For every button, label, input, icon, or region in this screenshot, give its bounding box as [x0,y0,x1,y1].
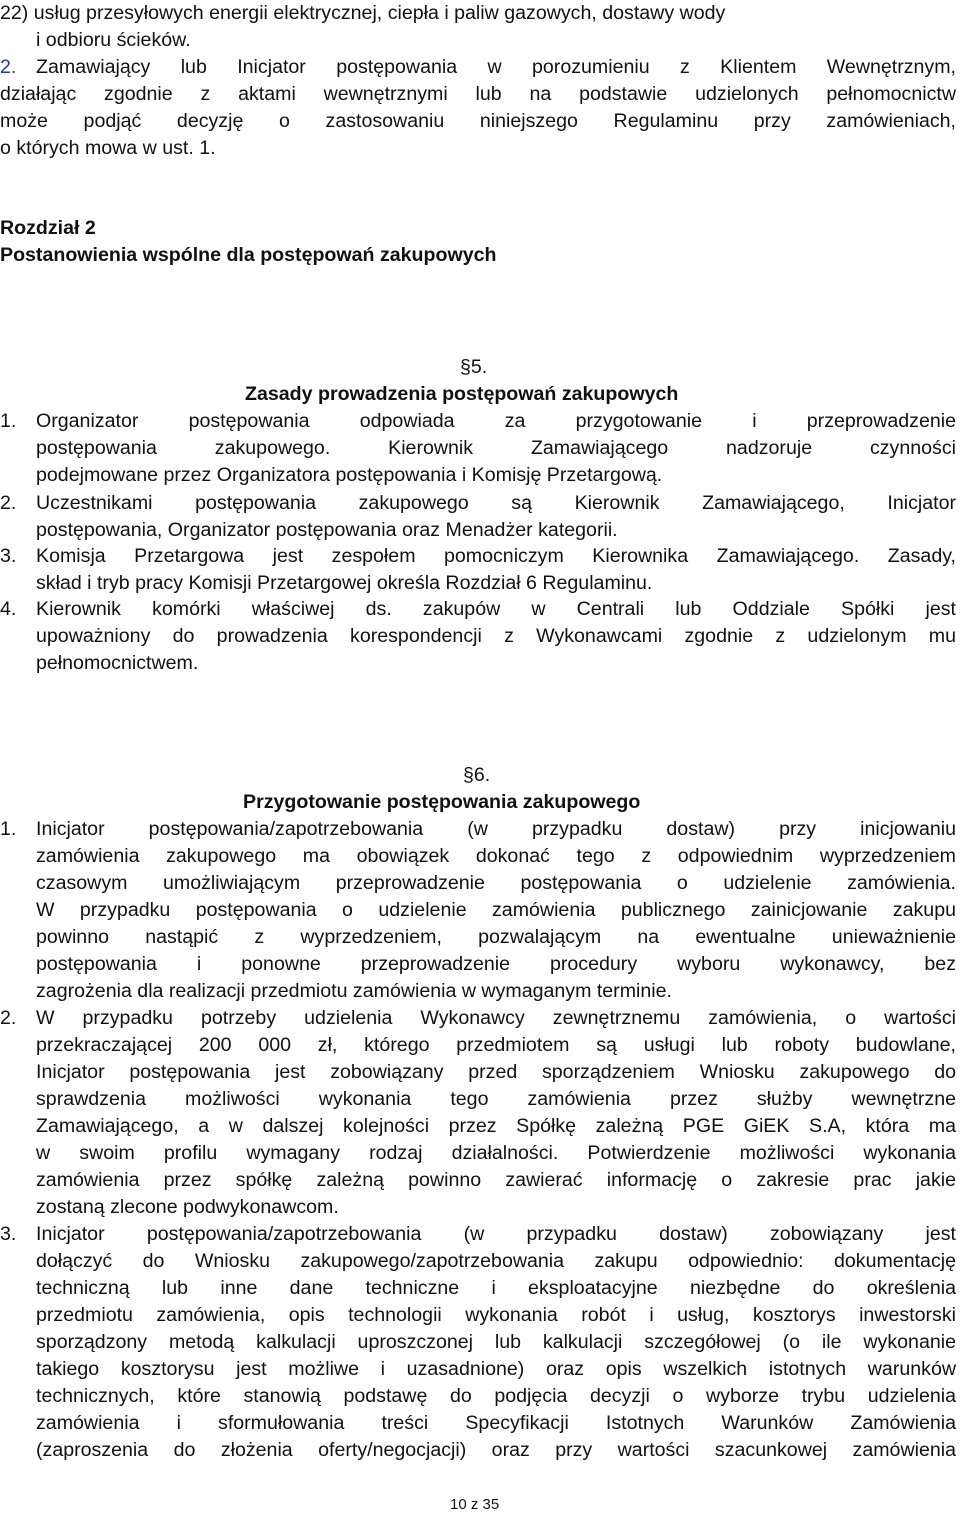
section-6-item-line: czasowym umożliwiającym przeprowadzenie postępowania o udzielenie zamówienia. [36,872,956,894]
section-5-item-number: 1. [0,410,17,432]
paragraph-2-line: działając zgodnie z aktami wewnętrznymi lub na podstawie udzielonych pełnomocnictw [0,83,956,105]
section-5-title: Zasady prowadzenia postępowań zakupowych [245,383,679,405]
paragraph-2-line: Zamawiający lub Inicjator postępowania w porozumieniu z Klientem Wewnętrznym, [36,56,956,78]
paragraph-2-number: 2. [0,56,17,78]
section-6-item-line: W przypadku postępowania o udzielenie zamówienia publicznego zainicjowanie zakupu [36,899,956,921]
section-6-item-line: zostaną zlecone podwykonawcom. [36,1196,339,1218]
section-5-item-line: podejmowane przez Organizatora postępowania i Komisję Przetargową. [36,464,663,486]
section-5-item-line: postępowania zakupowego. Kierownik Zamawiającego nadzoruje czynności [36,437,956,459]
section-6-item-line: Inicjator postępowania/zapotrzebowania (w przypadku dostaw) przy inicjowaniu [36,818,956,840]
section-6-item-line: zamówienia przez spółkę zależną powinno zawierać informację o zakresie prac jakie [36,1169,956,1191]
section-6-item-line: technicznych, które stanowią podstawę do podjęcia decyzji o wyborze trybu udzielenia [36,1385,956,1407]
paragraph-2-line: może podjąć decyzję o zastosowaniu niniejszego Regulaminu przy zamówieniach, [0,110,956,132]
section-6-item-line: W przypadku potrzeby udzielenia Wykonawcy zewnętrznemu zamówienia, o wartości [36,1007,956,1029]
section-6-item-line: Inicjator postępowania jest zobowiązany przed sporządzeniem Wniosku zakupowego do [36,1061,956,1083]
section-6-item-number: 2. [0,1007,17,1029]
section-5-item-line: pełnomocnictwem. [36,652,199,674]
section-6-item-line: zagrożenia dla realizacji przedmiotu zamówienia w wymaganym terminie. [36,980,672,1002]
section-6-item-line: dołączyć do Wniosku zakupowego/zapotrzebowania zakupu odpowiednio: dokumentację [36,1250,956,1272]
section-6-item-line: przekraczającej 200 000 zł, którego przedmiotem są usługi lub roboty budowlane, [36,1034,956,1056]
section-5-item-number: 3. [0,545,17,567]
section-6-title: Przygotowanie postępowania zakupowego [243,791,641,813]
section-6-item-line: postępowania i ponowne przeprowadzenie procedury wyboru wykonawcy, bez [36,953,956,975]
section-5-item-line: skład i tryb pracy Komisji Przetargowej określa Rozdział 6 Regulaminu. [36,572,653,594]
chapter-label: Rozdział 2 [0,217,96,239]
section-5-mark: §5. [460,356,488,378]
section-5-item-line: upoważniony do prowadzenia korespondencji z Wykonawcami zgodnie z udzielonym mu [36,625,956,647]
section-5-item-line: postępowania, Organizator postępowania oraz Menadżer kategorii. [36,519,618,541]
section-6-item-number: 1. [0,818,17,840]
section-6-item-line: zamówienia i sformułowania treści Specyfikacji Istotnych Warunków Zamówienia [36,1412,956,1434]
list-item-22-line-1: 22) usług przesyłowych energii elektrycznej, ciepła i paliw gazowych, dostawy wody [0,2,726,24]
section-6-item-line: techniczną lub inne dane techniczne i eksploatacyjne niezbędne do określenia [36,1277,956,1299]
chapter-title: Postanowienia wspólne dla postępowań zakupowych [0,244,497,266]
section-6-item-line: takiego kosztorysu jest możliwe i uzasadnione) oraz opis wszelkich istotnych warunków [36,1358,956,1380]
section-6-item-line: w swoim profilu wymagany rodzaj działalności. Potwierdzenie możliwości wykonania [36,1142,956,1164]
section-6-item-line: sprawdzenia możliwości wykonania tego zamówienia przez służby wewnętrzne [36,1088,956,1110]
section-5-item-line: Kierownik komórki właściwej ds. zakupów w Centrali lub Oddziale Spółki jest [36,598,956,620]
section-6-item-line: zamówienia zakupowego ma obowiązek dokonać tego z odpowiednim wyprzedzeniem [36,845,956,867]
page-number: 10 z 35 [450,1496,500,1513]
section-5-item-line: Organizator postępowania odpowiada za przygotowanie i przeprowadzenie [36,410,956,432]
section-5-item-number: 4. [0,598,17,620]
section-6-item-line: powinno nastąpić z wyprzedzeniem, pozwalającym na ewentualne unieważnienie [36,926,956,948]
section-6-item-number: 3. [0,1223,17,1245]
section-6-item-line: sporządzony metodą kalkulacji uproszczonej lub kalkulacji szczegółowej (o ile wykonanie [36,1331,956,1353]
section-6-item-line: Inicjator postępowania/zapotrzebowania (w przypadku dostaw) zobowiązany jest [36,1223,956,1245]
section-5-item-line: Komisja Przetargowa jest zespołem pomocniczym Kierownika Zamawiającego. Zasady, [36,545,956,567]
section-6-mark: §6. [463,764,491,786]
paragraph-2-line: o których mowa w ust. 1. [0,137,216,159]
section-5-item-line: Uczestnikami postępowania zakupowego są Kierownik Zamawiającego, Inicjator [36,492,956,514]
list-item-22-line-2: i odbioru ścieków. [36,29,191,51]
section-6-item-line: (zaproszenia do złożenia oferty/negocjacji) oraz przy wartości szacunkowej zamówienia [36,1439,956,1461]
section-5-item-number: 2. [0,492,17,514]
section-6-item-line: przedmiotu zamówienia, opis technologii wykonania robót i usług, kosztorys inwestorski [36,1304,956,1326]
section-6-item-line: Zamawiającego, a w dalszej kolejności przez Spółkę zależną PGE GiEK S.A, która ma [36,1115,956,1137]
